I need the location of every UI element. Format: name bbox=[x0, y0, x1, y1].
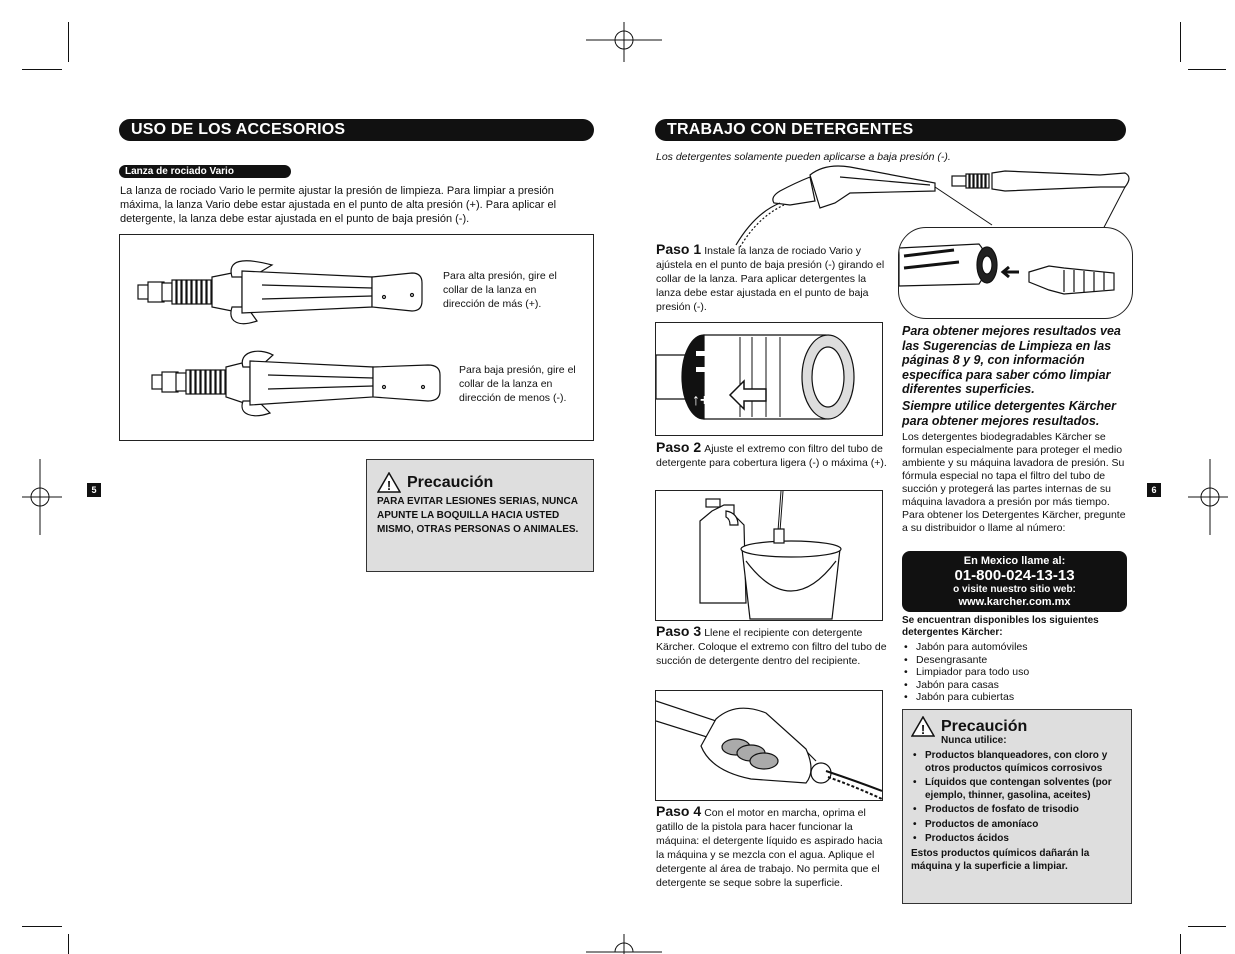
step-label: Paso 2 bbox=[656, 439, 702, 455]
list-item: • Jabón para casas bbox=[902, 679, 1127, 692]
step-text: Llene el recipiente con detergente Kärcher. Coloque el extremo con filtro del tubo de succión de detergente dentro del recipiente. bbox=[656, 627, 887, 667]
page-number: 6 bbox=[1147, 483, 1161, 497]
step-4-figure bbox=[655, 690, 883, 801]
crop-mark bbox=[68, 22, 69, 62]
lance-figure bbox=[119, 234, 594, 441]
step-3 bbox=[656, 624, 888, 668]
low-pressure-note: Para baja presión, gire el collar de la lanza en dirección de menos (-). bbox=[459, 364, 576, 404]
detergent-filter-dial-illustration bbox=[656, 323, 882, 435]
contact-box bbox=[902, 551, 1127, 612]
detergent-description: Los detergentes biodegradables Kärcher se formulan especialmente para proteger el medio ambiente y su máquina lavadora de presión. Su fórmula especial no tapa el filtro del tubo de succión y protegerá las partes internas de su máquina lavadora a presión por más tiempo. Para obtener los Detergentes Kärcher, pregunte a su distribuidor o llame al número: bbox=[902, 431, 1126, 534]
crop-mark bbox=[1180, 934, 1181, 954]
phone-number[interactable]: 01-800-024-13-13 bbox=[954, 567, 1075, 584]
caution-item: • Productos blanqueadores, con cloro y otros productos químicos corrosivos bbox=[911, 750, 1123, 775]
intro-paragraph: La lanza de rociado Vario le permite ajustar la presión de limpieza. Para limpiar a presión máxima, la lanza Vario debe estar ajustada en el punto de alta presión (+). Para aplicar el detergente, la lanza debe estar ajustada en el punto de baja presión (-). bbox=[120, 185, 557, 225]
step-label: Paso 3 bbox=[656, 623, 702, 639]
step-text: Instale la lanza de rociado Vario y ajústela en el punto de baja presión (-) girando el collar de la lanza. Para aplicar detergentes la lanza debe estar ajustada en el punto de baja presión (-). bbox=[656, 245, 885, 313]
warning-triangle-icon bbox=[911, 716, 935, 737]
registration-mark bbox=[586, 22, 662, 62]
website-link[interactable]: www.karcher.com.mx bbox=[958, 596, 1071, 608]
svg-text:!: ! bbox=[920, 722, 926, 737]
crop-mark bbox=[1180, 22, 1181, 62]
step-text: Con el motor en marcha, oprima el gatillo de la pistola para hacer funcionar la máquina: el detergente líquido es aspirado hacia la máquina y se mezcla con el agua. Aplique el detergente al área de trabajo. No permita que el detergente se seque sobre la superficie. bbox=[656, 807, 883, 889]
svg-text:!: ! bbox=[386, 478, 392, 493]
available-list bbox=[902, 641, 1127, 704]
caution-item: • Líquidos que contengan solventes (por ejemplo, thinner, gasolina, aceites) bbox=[911, 777, 1123, 802]
list-item: • Jabón para cubiertas bbox=[902, 691, 1127, 704]
svg-text:↑+: ↑+ bbox=[692, 392, 710, 409]
caution-footer: Estos productos químicos dañarán la máquina y la superficie a limpiar. bbox=[911, 847, 1090, 872]
caution-item: • Productos de amoníaco bbox=[911, 819, 1123, 832]
page-number: 5 bbox=[87, 483, 101, 497]
subsection-title: Lanza de rociado Vario bbox=[119, 165, 291, 178]
step-3-figure bbox=[655, 490, 883, 621]
step-text: Ajuste el extremo con filtro del tubo de detergente para cobertura ligera (-) o máxima (+). bbox=[656, 443, 887, 469]
step-2-figure bbox=[655, 322, 883, 436]
caution-item: • Productos de fosfato de trisodio bbox=[911, 804, 1123, 817]
list-item: • Limpiador para todo uso bbox=[902, 666, 1127, 679]
available-heading: Se encuentran disponibles los siguientes detergentes Kärcher: bbox=[902, 615, 1099, 638]
crop-mark bbox=[1188, 69, 1226, 70]
crop-mark bbox=[1188, 926, 1226, 927]
caution-subtitle: Nunca utilice: bbox=[941, 735, 1007, 746]
section-title: TRABAJO CON DETERGENTES bbox=[655, 119, 1126, 141]
caution-box bbox=[366, 459, 594, 572]
caution-box bbox=[902, 709, 1132, 904]
spray-lance-illustration bbox=[132, 255, 442, 330]
step-label: Paso 4 bbox=[656, 803, 702, 819]
lance-detail-inset bbox=[898, 227, 1133, 319]
detergent-note: Los detergentes solamente pueden aplicarse a baja presión (-). bbox=[656, 151, 951, 163]
registration-mark bbox=[22, 459, 62, 535]
contact-call-label: En Mexico llame al: bbox=[963, 555, 1066, 567]
caution-title: Precaución bbox=[407, 473, 494, 491]
crop-mark bbox=[68, 934, 69, 954]
registration-mark bbox=[1188, 459, 1228, 535]
contact-web-label: o visite nuestro sitio web: bbox=[953, 584, 1076, 595]
caution-title: Precaución bbox=[941, 717, 1028, 735]
high-pressure-note: Para alta presión, gire el collar de la lanza en dirección de más (+). bbox=[443, 270, 557, 310]
step-label: Paso 1 bbox=[656, 241, 702, 257]
caution-text: PARA EVITAR LESIONES SERIAS, NUNCA APUNTE LA BOQUILLA HACIA USTED MISMO, OTRAS PERSONAS O ANIMALES. bbox=[377, 496, 579, 535]
section-title: USO DE LOS ACCESORIOS bbox=[119, 119, 594, 141]
step-2 bbox=[656, 440, 888, 470]
step-1 bbox=[656, 242, 888, 314]
warning-triangle-icon bbox=[377, 472, 401, 493]
step-4 bbox=[656, 804, 888, 890]
list-item: • Jabón para automóviles bbox=[902, 641, 1127, 654]
cleaning-tips-note: Para obtener mejores resultados vea las Sugerencias de Limpieza en las páginas 8 y 9, con información específica para saber cómo limpiar diferentes superficies. bbox=[902, 324, 1121, 396]
caution-item: • Productos ácidos bbox=[911, 833, 1123, 846]
detergent-bucket-illustration bbox=[656, 491, 882, 620]
spray-lance-illustration bbox=[148, 347, 448, 422]
karcher-recommendation: Siempre utilice detergentes Kärcher para obtener mejores resultados. bbox=[902, 399, 1116, 428]
hand-trigger-illustration bbox=[656, 691, 882, 800]
crop-mark bbox=[22, 69, 62, 70]
lance-detail-illustration bbox=[899, 228, 1132, 318]
registration-mark bbox=[586, 934, 662, 954]
list-item: • Desengrasante bbox=[902, 654, 1127, 667]
crop-mark bbox=[22, 926, 62, 927]
